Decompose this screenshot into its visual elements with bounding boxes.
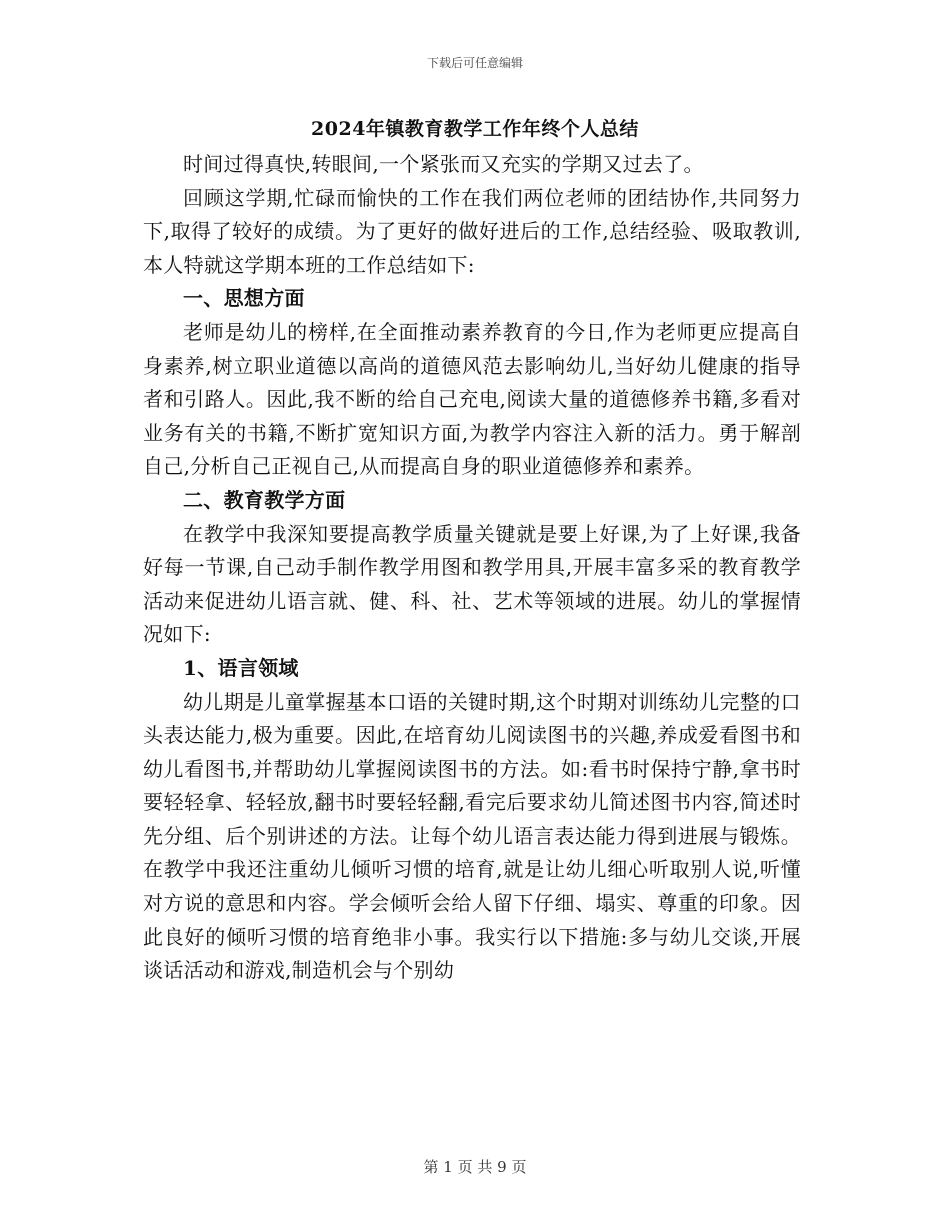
- paragraph-review: 回顾这学期,忙碌而愉快的工作在我们两位老师的团结协作,共同努力下,取得了较好的成绩。为了更好的做好进后的工作,总结经验、吸取教训,本人特就这学期本班的工作总结如下:: [143, 185, 801, 277]
- document-title: 2024年镇教育教学工作年终个人总结: [311, 118, 639, 140]
- paragraph-thought: 老师是幼儿的榜样,在全面推动素养教育的今日,作为老师更应提高自身素养,树立职业道德以高尚的道德风范去影响幼儿,当好幼儿健康的指导者和引路人。因此,我不断的给自己充电,阅读大量的道德修养书籍,多看对业务有关的书籍,不断扩宽知识方面,为教学内容注入新的活力。勇于解剖自己,分析自己正视自己,从而提高自身的职业道德修养和素养。: [143, 319, 801, 479]
- paragraph-language: 幼儿期是儿童掌握基本口语的关键时期,这个时期对训练幼儿完整的口头表达能力,极为重要。因此,在培育幼儿阅读图书的兴趣,养成爱看图书和幼儿看图书,并帮助幼儿掌握阅读图书的方法。如:看书时保持宁静,拿书时要轻轻拿、轻轻放,翻书时要轻轻翻,看完后要求幼儿简述图书内容,简述时先分组、后个别讲述的方法。让每个幼儿语言表达能力得到进展与锻炼。在教学中我还注重幼儿倾听习惯的培育,就是让幼儿细心听取别人说,听懂对方说的意思和内容。学会倾听会给人留下仔细、塌实、尊重的印象。因此良好的倾听习惯的培育绝非小事。我实行以下措施:多与幼儿交谈,开展谈话活动和游戏,制造机会与个别幼: [143, 689, 801, 983]
- page-header-note: 下载后可任意编辑: [426, 56, 523, 70]
- section-heading-language: 1、语言领域: [183, 655, 299, 680]
- paragraph-intro: 时间过得真快,转眼间,一个紧张而又充实的学期又过去了。: [183, 152, 704, 176]
- page-number: 第 1 页 共 9 页: [423, 1158, 527, 1176]
- document-body: [143, 148, 801, 988]
- section-heading-thought: 一、思想方面: [183, 286, 305, 311]
- paragraph-teaching: 在教学中我深知要提高教学质量关键就是要上好课,为了上好课,我备好每一节课,自己动手制作教学用图和教学用具,开展丰富多采的教育教学活动来促进幼儿语言就、健、科、社、艺术等领域的进展。幼儿的掌握情况如下:: [143, 521, 801, 647]
- section-heading-teaching: 二、教育教学方面: [183, 487, 346, 512]
